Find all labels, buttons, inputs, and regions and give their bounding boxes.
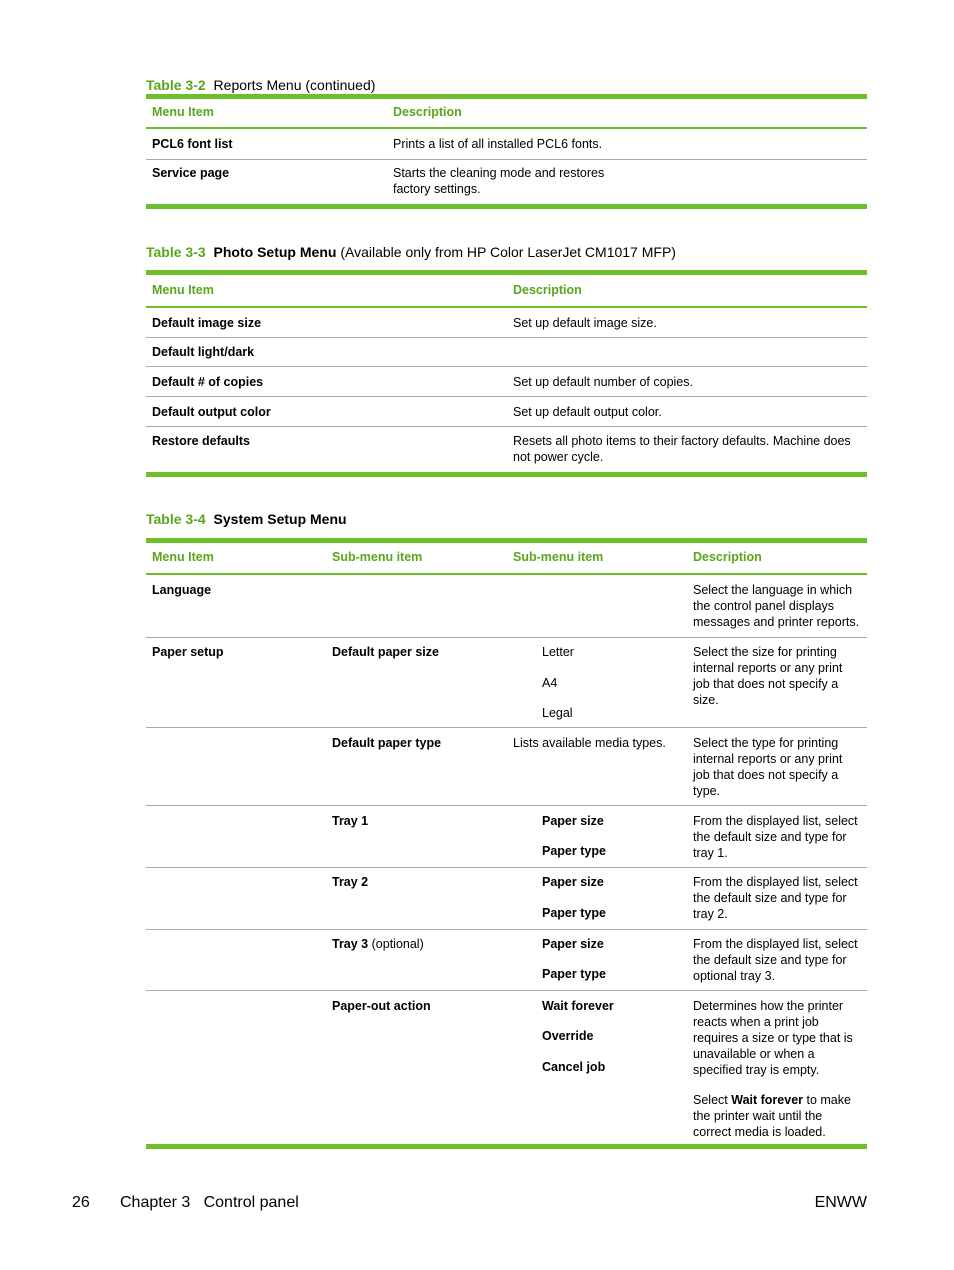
row-divider xyxy=(146,159,867,160)
table-3-2-caption xyxy=(146,77,375,93)
header-rule xyxy=(146,573,867,575)
header-sub-menu-item: Sub-menu item xyxy=(332,550,423,564)
header-menu-item: Menu Item xyxy=(152,105,214,119)
menu-item-label: Default # of copies xyxy=(152,375,264,389)
header-description: Description xyxy=(513,283,582,297)
menu-item-label: Default image size xyxy=(152,316,262,330)
table-top-rule xyxy=(146,538,867,543)
table-3-3-caption xyxy=(146,244,676,260)
row-divider xyxy=(146,637,867,638)
header-sub-menu-item: Sub-menu item xyxy=(513,550,604,564)
option-text: A4 xyxy=(542,676,558,690)
menu-item-label: Paper setup xyxy=(152,645,224,659)
menu-item-label: Language xyxy=(152,583,212,597)
description-text: Select the language in which the control panel displays messages and printer reports. xyxy=(693,583,860,629)
menu-item-label: Default light/dark xyxy=(152,345,255,359)
sub-menu-text: Lists available media types. xyxy=(513,736,666,750)
menu-item-label: PCL6 font list xyxy=(152,137,233,151)
row-divider xyxy=(146,396,867,397)
table-title: Photo Setup Menu xyxy=(213,244,337,260)
option-text: Cancel job xyxy=(542,1060,606,1074)
row-divider xyxy=(146,929,867,930)
header-menu-item: Menu Item xyxy=(152,550,214,564)
menu-item-label: Restore defaults xyxy=(152,434,250,448)
sub-menu-label: Default paper size xyxy=(332,645,439,659)
sub-menu-label: Default paper type xyxy=(332,736,442,750)
description-text: Select the type for printing internal reports or any print job that does not specify a type. xyxy=(693,736,843,798)
option-text: Paper type xyxy=(542,844,606,858)
option-text: Paper size xyxy=(542,875,604,889)
option-text: Letter xyxy=(542,645,574,659)
option-text: Legal xyxy=(542,706,573,720)
sub-menu-label: Tray 2 xyxy=(332,875,369,889)
description-text: Prints a list of all installed PCL6 fonts. xyxy=(393,137,603,151)
sub-menu-label: Tray 3 (optional) xyxy=(332,937,424,951)
row-divider xyxy=(146,727,867,728)
description-text: Set up default number of copies. xyxy=(513,375,693,389)
description-text: Select the size for printing internal reports or any print job that does not specify a size. xyxy=(693,645,843,707)
description-text: Select Wait forever to make the printer wait until the correct media is loaded. xyxy=(693,1093,851,1139)
table-bottom-rule xyxy=(146,472,867,477)
option-text: Paper type xyxy=(542,906,606,920)
menu-item-label: Service page xyxy=(152,166,230,180)
option-text: Paper size xyxy=(542,937,604,951)
table-bottom-rule xyxy=(146,1144,867,1149)
header-description: Description xyxy=(393,105,462,119)
table-number: Table 3-3 xyxy=(146,244,206,260)
table-top-rule xyxy=(146,270,867,275)
row-divider xyxy=(146,990,867,991)
table-number: Table 3-2 xyxy=(146,77,206,93)
option-text: Paper size xyxy=(542,814,604,828)
description-text: Determines how the printer reacts when a print job requires a size or type that is unavailable or when a specified tray is empty. xyxy=(693,999,853,1077)
description-text: From the displayed list, select the default size and type for tray 2. xyxy=(693,875,858,921)
table-top-rule xyxy=(146,94,867,99)
option-text: Override xyxy=(542,1029,594,1043)
page-number: 26 xyxy=(72,1194,90,1211)
table-number: Table 3-4 xyxy=(146,511,206,527)
table-3-4-caption xyxy=(146,511,347,527)
description-text: Set up default image size. xyxy=(513,316,657,330)
description-text: Resets all photo items to their factory defaults. Machine does not power cycle. xyxy=(513,434,851,464)
description-text: From the displayed list, select the default size and type for tray 1. xyxy=(693,814,858,860)
description-text: From the displayed list, select the default size and type for optional tray 3. xyxy=(693,937,858,983)
description-text: Starts the cleaning mode and restores factory settings. xyxy=(393,166,605,196)
header-description: Description xyxy=(693,550,762,564)
row-divider xyxy=(146,867,867,868)
table-bottom-rule xyxy=(146,204,867,209)
table-title-note: (Available only from HP Color LaserJet CM1017 MFP) xyxy=(340,244,676,260)
header-menu-item: Menu Item xyxy=(152,283,214,297)
option-text: Paper type xyxy=(542,967,606,981)
row-divider xyxy=(146,805,867,806)
header-rule xyxy=(146,127,867,129)
header-rule xyxy=(146,306,867,308)
row-divider xyxy=(146,426,867,427)
row-divider xyxy=(146,337,867,338)
row-divider xyxy=(146,366,867,367)
sub-menu-label: Paper-out action xyxy=(332,999,431,1013)
table-title: System Setup Menu xyxy=(213,511,347,527)
description-text: Set up default output color. xyxy=(513,405,662,419)
chapter-title: Chapter 3 Control panel xyxy=(120,1194,299,1211)
table-title: Reports Menu (continued) xyxy=(213,77,376,93)
menu-item-label: Default output color xyxy=(152,405,271,419)
footer-right-label: ENWW xyxy=(814,1194,867,1211)
option-text: Wait forever xyxy=(542,999,614,1013)
sub-menu-label: Tray 1 xyxy=(332,814,369,828)
